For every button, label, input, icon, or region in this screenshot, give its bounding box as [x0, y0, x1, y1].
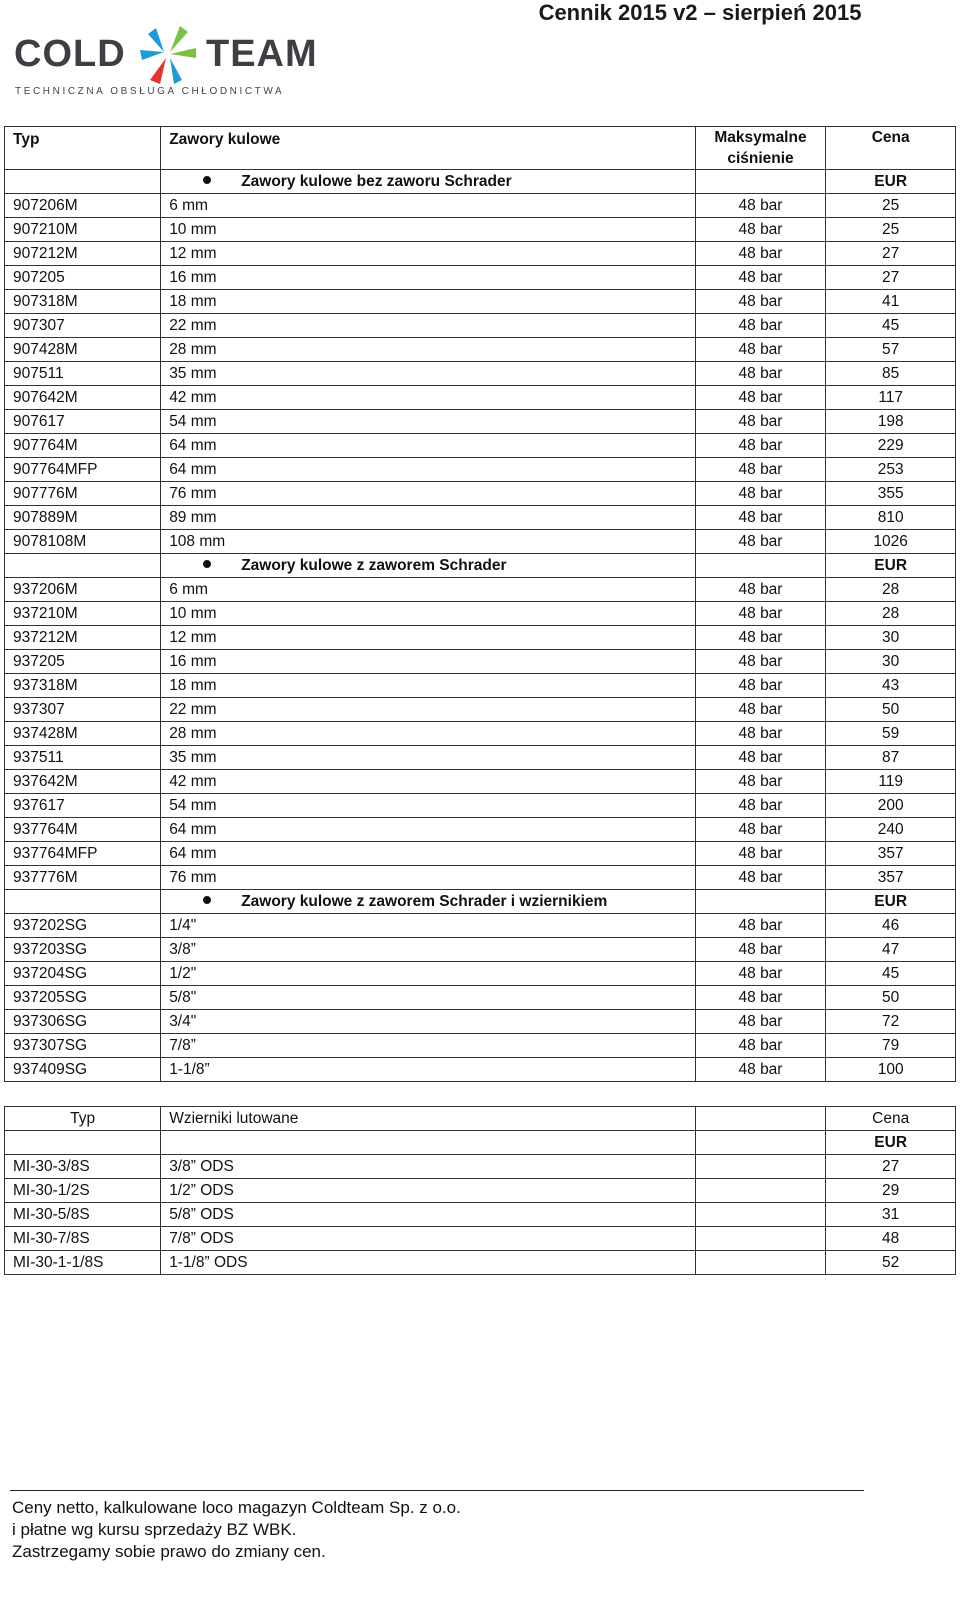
pressure-cell: 48 bar	[695, 770, 826, 794]
bullet-icon	[203, 176, 211, 184]
type-cell: MI-30-1/2S	[5, 1179, 161, 1203]
currency-row	[5, 1131, 956, 1155]
table-row	[5, 578, 956, 602]
type-cell: MI-30-5/8S	[5, 1203, 161, 1227]
pressure-cell: 48 bar	[695, 314, 826, 338]
price-cell: 41	[826, 290, 956, 314]
type-cell: 907764M	[5, 434, 161, 458]
size-cell: 5/8” ODS	[161, 1203, 695, 1227]
size-cell: 12 mm	[161, 242, 695, 266]
price-cell: 85	[826, 362, 956, 386]
size-cell: 35 mm	[161, 746, 695, 770]
table-row	[5, 1251, 956, 1275]
table-row	[5, 914, 956, 938]
pressure-cell: 48 bar	[695, 506, 826, 530]
type-cell: 937205	[5, 650, 161, 674]
type-cell: 937764MFP	[5, 842, 161, 866]
size-cell: 6 mm	[161, 578, 695, 602]
footer-line: Zastrzegamy sobie prawo do zmiany cen.	[12, 1542, 326, 1561]
table-row	[5, 386, 956, 410]
pressure-cell: 48 bar	[695, 386, 826, 410]
price-cell: 27	[826, 1155, 956, 1179]
size-cell: 22 mm	[161, 314, 695, 338]
price-cell: 253	[826, 458, 956, 482]
type-cell: 937776M	[5, 866, 161, 890]
size-cell: 12 mm	[161, 626, 695, 650]
price-cell: 72	[826, 1010, 956, 1034]
type-cell: 937764M	[5, 818, 161, 842]
footer-line: Ceny netto, kalkulowane loco magazyn Coldteam Sp. z o.o.	[12, 1498, 461, 1517]
table-row	[5, 218, 956, 242]
type-cell: 937206M	[5, 578, 161, 602]
size-cell: 10 mm	[161, 218, 695, 242]
footer-line: i płatne wg kursu sprzedaży BZ WBK.	[12, 1520, 297, 1539]
table-row	[5, 866, 956, 890]
sight-glasses-price-table	[4, 1106, 956, 1275]
price-cell: 50	[826, 698, 956, 722]
empty-cell	[695, 1179, 826, 1203]
table-row	[5, 722, 956, 746]
pressure-cell: 48 bar	[695, 362, 826, 386]
size-cell: 1-1/8” ODS	[161, 1251, 695, 1275]
table-row	[5, 266, 956, 290]
logo-tagline: TECHNICZNA OBSŁUGA CHŁODNICTWA	[15, 86, 285, 97]
price-cell: 48	[826, 1227, 956, 1251]
price-cell: 29	[826, 1179, 956, 1203]
size-cell: 10 mm	[161, 602, 695, 626]
price-cell: 117	[826, 386, 956, 410]
table-row	[5, 410, 956, 434]
price-cell: 28	[826, 578, 956, 602]
currency-label: EUR	[826, 890, 956, 914]
empty-cell	[5, 554, 161, 578]
size-cell: 5/8"	[161, 986, 695, 1010]
logo-word-team: TEAM	[206, 33, 318, 75]
pressure-cell: 48 bar	[695, 746, 826, 770]
header-price: Cena	[826, 1107, 956, 1131]
type-cell: 937306SG	[5, 1010, 161, 1034]
type-cell: 907212M	[5, 242, 161, 266]
header-pressure: Maksymalne ciśnienie	[695, 127, 826, 170]
section-title	[161, 170, 695, 194]
table-row	[5, 530, 956, 554]
table-header-row	[5, 1107, 956, 1131]
table-row	[5, 1203, 956, 1227]
table-row	[5, 1058, 956, 1082]
pressure-cell: 48 bar	[695, 530, 826, 554]
table-row	[5, 626, 956, 650]
size-cell: 16 mm	[161, 266, 695, 290]
size-cell: 7/8” ODS	[161, 1227, 695, 1251]
pressure-cell: 48 bar	[695, 410, 826, 434]
price-cell: 28	[826, 602, 956, 626]
size-cell: 1/4"	[161, 914, 695, 938]
pressure-cell: 48 bar	[695, 722, 826, 746]
sight-glasses-body	[5, 1155, 956, 1275]
currency-label: EUR	[826, 170, 956, 194]
type-cell: 937511	[5, 746, 161, 770]
pressure-cell: 48 bar	[695, 674, 826, 698]
type-cell: 907642M	[5, 386, 161, 410]
price-cell: 45	[826, 962, 956, 986]
section-label: Zawory kulowe z zaworem Schrader i wziernikiem	[241, 893, 608, 910]
empty-cell	[161, 1131, 695, 1155]
pressure-cell: 48 bar	[695, 242, 826, 266]
type-cell: 907428M	[5, 338, 161, 362]
header-pressure	[695, 1107, 826, 1131]
size-cell: 18 mm	[161, 290, 695, 314]
type-cell: 907205	[5, 266, 161, 290]
footer-divider	[10, 1490, 864, 1491]
pressure-cell: 48 bar	[695, 266, 826, 290]
table-row	[5, 290, 956, 314]
table-row	[5, 1155, 956, 1179]
size-cell: 16 mm	[161, 650, 695, 674]
table-row	[5, 362, 956, 386]
section-header-row	[5, 554, 956, 578]
size-cell: 42 mm	[161, 770, 695, 794]
price-cell: 200	[826, 794, 956, 818]
size-cell: 1-1/8”	[161, 1058, 695, 1082]
size-cell: 28 mm	[161, 338, 695, 362]
pressure-cell: 48 bar	[695, 650, 826, 674]
pressure-cell: 48 bar	[695, 914, 826, 938]
size-cell: 54 mm	[161, 410, 695, 434]
pressure-cell: 48 bar	[695, 1034, 826, 1058]
price-cell: 30	[826, 650, 956, 674]
pressure-cell: 48 bar	[695, 1058, 826, 1082]
empty-cell	[695, 1203, 826, 1227]
pressure-cell: 48 bar	[695, 578, 826, 602]
pressure-cell: 48 bar	[695, 938, 826, 962]
size-cell: 108 mm	[161, 530, 695, 554]
document-title: Cennik 2015 v2 – sierpień 2015	[538, 0, 862, 25]
price-cell: 357	[826, 842, 956, 866]
table-row	[5, 1227, 956, 1251]
size-cell: 6 mm	[161, 194, 695, 218]
size-cell: 7/8”	[161, 1034, 695, 1058]
table-row	[5, 434, 956, 458]
empty-cell	[695, 1227, 826, 1251]
pressure-cell: 48 bar	[695, 602, 826, 626]
price-cell: 240	[826, 818, 956, 842]
size-cell: 89 mm	[161, 506, 695, 530]
empty-cell	[695, 170, 826, 194]
table-row	[5, 794, 956, 818]
type-cell: 907206M	[5, 194, 161, 218]
price-cell: 27	[826, 242, 956, 266]
header-type: Typ	[5, 1107, 161, 1131]
pressure-cell: 48 bar	[695, 866, 826, 890]
table-row	[5, 338, 956, 362]
table-row	[5, 506, 956, 530]
table-row	[5, 314, 956, 338]
empty-cell	[5, 890, 161, 914]
table-row	[5, 1034, 956, 1058]
table-row	[5, 938, 956, 962]
type-cell: 937202SG	[5, 914, 161, 938]
type-cell: 937212M	[5, 626, 161, 650]
type-cell: MI-30-1-1/8S	[5, 1251, 161, 1275]
table-row	[5, 818, 956, 842]
pressure-cell: 48 bar	[695, 842, 826, 866]
section-header-row	[5, 170, 956, 194]
type-cell: 907307	[5, 314, 161, 338]
type-cell: 9078108M	[5, 530, 161, 554]
price-cell: 43	[826, 674, 956, 698]
header-type: Typ	[5, 127, 161, 170]
empty-cell	[695, 1155, 826, 1179]
type-cell: 907318M	[5, 290, 161, 314]
type-cell: 937205SG	[5, 986, 161, 1010]
pressure-cell: 48 bar	[695, 290, 826, 314]
ball-valves-price-table	[4, 126, 956, 1082]
type-cell: 937210M	[5, 602, 161, 626]
table-row	[5, 674, 956, 698]
type-cell: 937307SG	[5, 1034, 161, 1058]
bullet-icon	[203, 560, 211, 568]
type-cell: 907511	[5, 362, 161, 386]
snowflake-arrows-icon	[134, 22, 204, 88]
pressure-cell: 48 bar	[695, 962, 826, 986]
price-cell: 47	[826, 938, 956, 962]
table-row	[5, 602, 956, 626]
price-cell: 355	[826, 482, 956, 506]
table-row	[5, 482, 956, 506]
pressure-cell: 48 bar	[695, 338, 826, 362]
table-row	[5, 194, 956, 218]
price-cell: 810	[826, 506, 956, 530]
table-row	[5, 986, 956, 1010]
currency-label: EUR	[826, 554, 956, 578]
price-cell: 87	[826, 746, 956, 770]
empty-cell	[695, 554, 826, 578]
ball-valves-body	[5, 170, 956, 1082]
table-header-row	[5, 127, 956, 170]
size-cell: 76 mm	[161, 866, 695, 890]
type-cell: 907764MFP	[5, 458, 161, 482]
type-cell: 907210M	[5, 218, 161, 242]
price-cell: 25	[826, 194, 956, 218]
section-label: Zawory kulowe z zaworem Schrader	[241, 557, 507, 574]
table-row	[5, 1010, 956, 1034]
type-cell: MI-30-7/8S	[5, 1227, 161, 1251]
price-cell: 50	[826, 986, 956, 1010]
header-name: Zawory kulowe	[161, 127, 695, 170]
size-cell: 35 mm	[161, 362, 695, 386]
size-cell: 1/2” ODS	[161, 1179, 695, 1203]
price-cell: 59	[826, 722, 956, 746]
type-cell: 937203SG	[5, 938, 161, 962]
type-cell: 937409SG	[5, 1058, 161, 1082]
table-row	[5, 458, 956, 482]
pressure-cell: 48 bar	[695, 626, 826, 650]
size-cell: 3/8”	[161, 938, 695, 962]
company-logo	[14, 22, 334, 102]
table-row	[5, 746, 956, 770]
size-cell: 3/4"	[161, 1010, 695, 1034]
size-cell: 28 mm	[161, 722, 695, 746]
pressure-cell: 48 bar	[695, 794, 826, 818]
pressure-cell: 48 bar	[695, 482, 826, 506]
bullet-icon	[203, 896, 211, 904]
type-cell: 907617	[5, 410, 161, 434]
pressure-cell: 48 bar	[695, 194, 826, 218]
price-cell: 25	[826, 218, 956, 242]
logo-word-cold: COLD	[14, 33, 126, 75]
size-cell: 76 mm	[161, 482, 695, 506]
size-cell: 64 mm	[161, 458, 695, 482]
section-header-row	[5, 890, 956, 914]
price-cell: 57	[826, 338, 956, 362]
type-cell: 907889M	[5, 506, 161, 530]
section-label: Zawory kulowe bez zaworu Schrader	[241, 173, 512, 190]
size-cell: 18 mm	[161, 674, 695, 698]
empty-cell	[695, 1251, 826, 1275]
type-cell: 937318M	[5, 674, 161, 698]
type-cell: 937307	[5, 698, 161, 722]
size-cell: 22 mm	[161, 698, 695, 722]
section-title	[161, 554, 695, 578]
price-cell: 119	[826, 770, 956, 794]
header-name: Wzierniki lutowane	[161, 1107, 695, 1131]
size-cell: 1/2"	[161, 962, 695, 986]
table-row	[5, 962, 956, 986]
type-cell: 937642M	[5, 770, 161, 794]
price-cell: 79	[826, 1034, 956, 1058]
price-cell: 100	[826, 1058, 956, 1082]
type-cell: 937428M	[5, 722, 161, 746]
size-cell: 42 mm	[161, 386, 695, 410]
price-cell: 46	[826, 914, 956, 938]
pressure-cell: 48 bar	[695, 434, 826, 458]
size-cell: 54 mm	[161, 794, 695, 818]
empty-cell	[5, 170, 161, 194]
table-row	[5, 698, 956, 722]
table-row	[5, 242, 956, 266]
header-price: Cena	[826, 127, 956, 170]
price-cell: 31	[826, 1203, 956, 1227]
table-row	[5, 650, 956, 674]
pressure-cell: 48 bar	[695, 218, 826, 242]
size-cell: 64 mm	[161, 434, 695, 458]
table-row	[5, 842, 956, 866]
price-cell: 357	[826, 866, 956, 890]
price-cell: 1026	[826, 530, 956, 554]
pressure-cell: 48 bar	[695, 698, 826, 722]
type-cell: 937204SG	[5, 962, 161, 986]
type-cell: 907776M	[5, 482, 161, 506]
price-cell: 45	[826, 314, 956, 338]
footer-notes	[12, 1497, 461, 1563]
currency-label: EUR	[826, 1131, 956, 1155]
empty-cell	[5, 1131, 161, 1155]
pressure-cell: 48 bar	[695, 458, 826, 482]
price-cell: 30	[826, 626, 956, 650]
empty-cell	[695, 1131, 826, 1155]
table-row	[5, 770, 956, 794]
type-cell: 937617	[5, 794, 161, 818]
size-cell: 3/8” ODS	[161, 1155, 695, 1179]
empty-cell	[695, 890, 826, 914]
price-cell: 52	[826, 1251, 956, 1275]
price-cell: 198	[826, 410, 956, 434]
price-cell: 27	[826, 266, 956, 290]
pressure-cell: 48 bar	[695, 1010, 826, 1034]
pressure-cell: 48 bar	[695, 818, 826, 842]
price-cell: 229	[826, 434, 956, 458]
size-cell: 64 mm	[161, 818, 695, 842]
size-cell: 64 mm	[161, 842, 695, 866]
pressure-cell: 48 bar	[695, 986, 826, 1010]
table-row	[5, 1179, 956, 1203]
section-title	[161, 890, 695, 914]
type-cell: MI-30-3/8S	[5, 1155, 161, 1179]
